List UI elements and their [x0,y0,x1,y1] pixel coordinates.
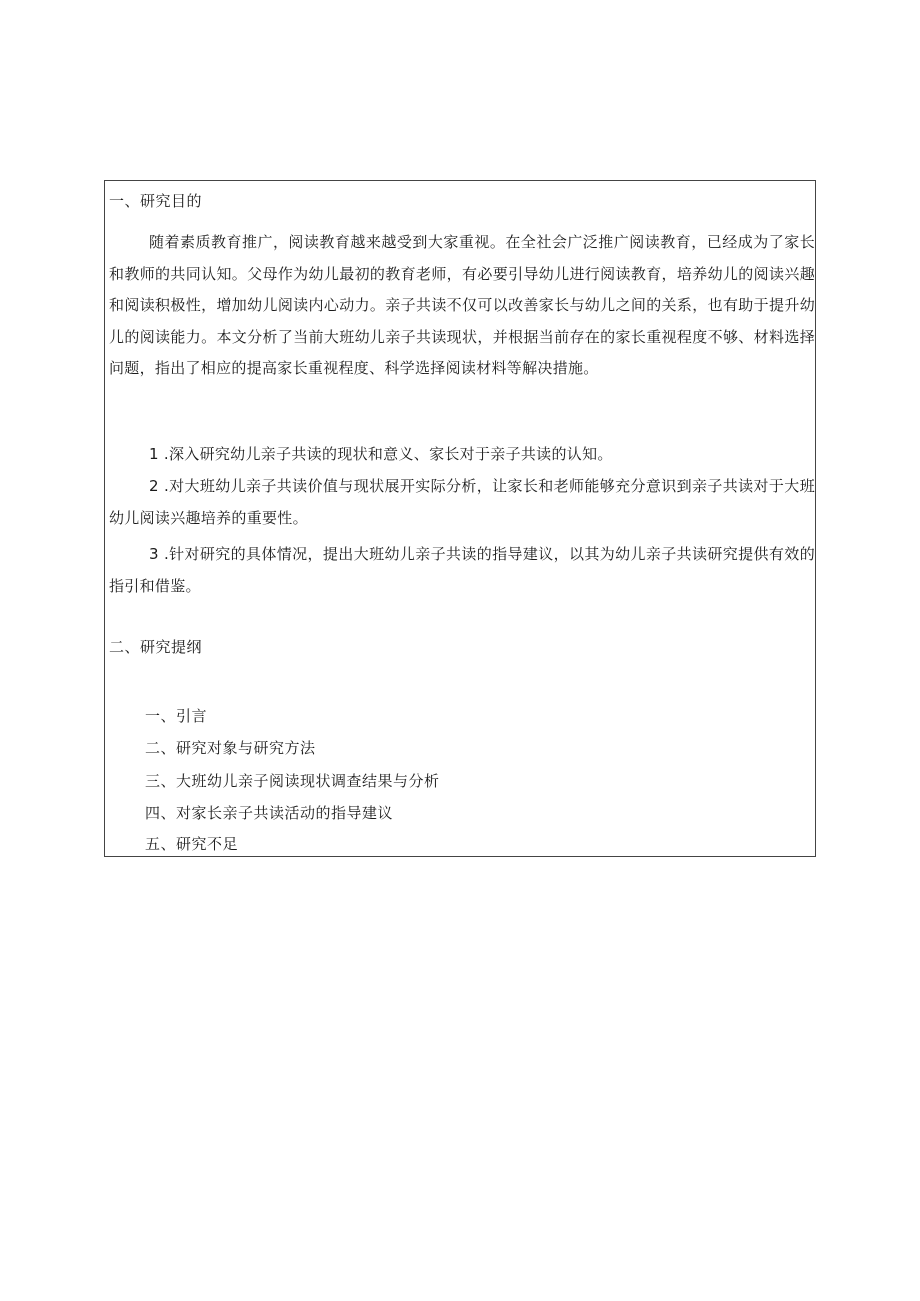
intro-paragraph: 随着素质教育推广，阅读教育越来越受到大家重视。在全社会广泛推广阅读教育，已经成为了家长和教师的共同认知。父母作为幼儿最初的教育老师，有必要引导幼儿进行阅读教育，培养幼儿的阅读兴趣和阅读积极性，增加幼儿阅读内心动力。亲子共读不仅可以改善家长与幼儿之间的关系，也有助于提升幼儿的阅读能力。本文分析了当前大班幼儿亲子共读现状，并根据当前存在的家长重视程度不够、材料选择问题，指出了相应的提高家长重视程度、科学选择阅读材料等解决措施。 [109,233,815,377]
document-box [104,180,816,857]
outline-item-2: 二、研究对象与研究方法 [145,739,316,757]
goal-item-1: 1 .深入研究幼儿亲子共读的现状和意义、家长对于亲子共读的认知。 [149,445,613,463]
outline-item-4: 四、对家长亲子共读活动的指导建议 [145,804,394,822]
goal-item-2: 2 .对大班幼儿亲子共读价值与现状展开实际分析，让家长和老师能够充分意识到亲子共读对于大班幼儿阅读兴趣培养的重要性。 [109,477,815,527]
outline-item-5: 五、研究不足 [145,835,239,853]
outline-item-3: 三、大班幼儿亲子阅读现状调查结果与分析 [145,772,440,790]
section-heading-outline: 二、研究提纲 [109,638,203,656]
goal-item-3: 3 .针对研究的具体情况，提出大班幼儿亲子共读的指导建议，以其为幼儿亲子共读研究提供有效的指引和借鉴。 [109,545,815,595]
section-heading-purpose: 一、研究目的 [109,192,203,210]
outline-item-1: 一、引言 [145,707,208,725]
